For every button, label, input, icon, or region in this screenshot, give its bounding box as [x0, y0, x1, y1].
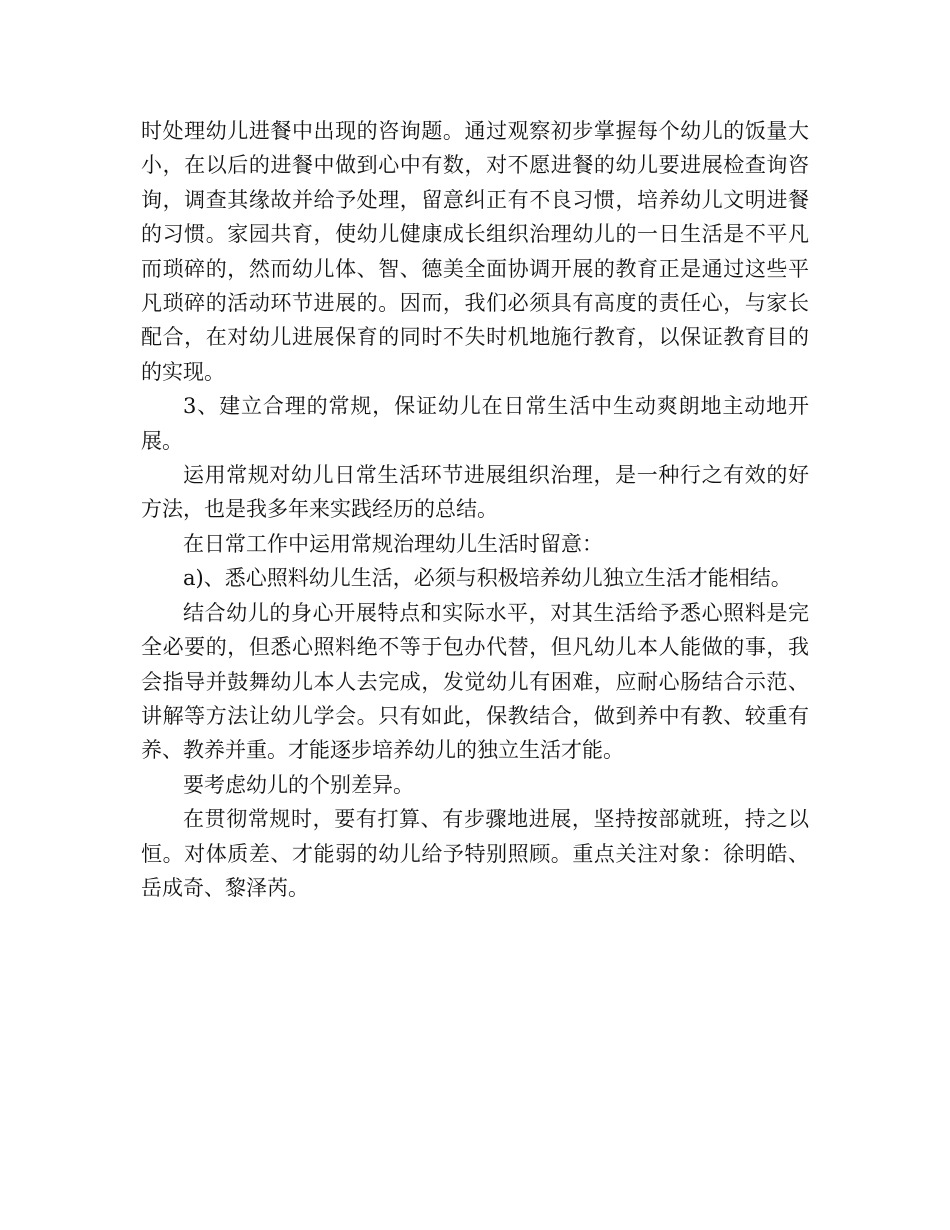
paragraph-5: a)、悉心照料幼儿生活，必须与积极培养幼儿独立生活才能相结。: [183, 566, 792, 591]
paragraph-1: 时处理幼儿进餐中出现的咨询题。通过观察初步掌握每个幼儿的饭量大小，在以后的进餐中做到心中有数，对不愿进餐的幼儿要进展检查询咨询，调查其缘故并给予处理，留意纠正有不良习惯，培养幼儿文明进餐的习惯。家园共育，使幼儿健康成长组织治理幼儿的一日生活是不平凡而琐碎的，然而幼儿体、智、德美全面协调开展的教育正是通过这些平凡琐碎的活动环节进展的。因而，我们必须具有高度的责任心，与家长配合，在对幼儿进展保育的同时不失时机地施行教育，以保证教育目的的实现。: [141, 119, 809, 384]
paragraph-7: 要考虑幼儿的个别差异。: [183, 772, 414, 797]
paragraph-8: 在贯彻常规时，要有打算、有步骤地进展，坚持按部就班，持之以恒。对体质差、才能弱的幼儿给予特别照顾。重点关注对象：徐明皓、岳成奇、黎泽芮。: [141, 807, 809, 900]
paragraph-4: 在日常工作中运用常规治理幼儿生活时留意：: [183, 531, 603, 556]
paragraph-6: 结合幼儿的身心开展特点和实际水平，对其生活给予悉心照料是完全必要的，但悉心照料绝不等于包办代替，但凡幼儿本人能做的事，我会指导并鼓舞幼儿本人去完成，发觉幼儿有困难，应耐心肠结合示范、讲解等方法让幼儿学会。只有如此，保教结合，做到养中有教、较重有养、教养并重。才能逐步培养幼儿的独立生活才能。: [141, 600, 809, 763]
document-body: [141, 114, 809, 905]
paragraph-2: 3、建立合理的常规，保证幼儿在日常生活中生动爽朗地主动地开展。: [141, 394, 809, 453]
paragraph-3: 运用常规对幼儿日常生活环节进展组织治理，是一种行之有效的好方法，也是我多年来实践经历的总结。: [141, 463, 809, 522]
